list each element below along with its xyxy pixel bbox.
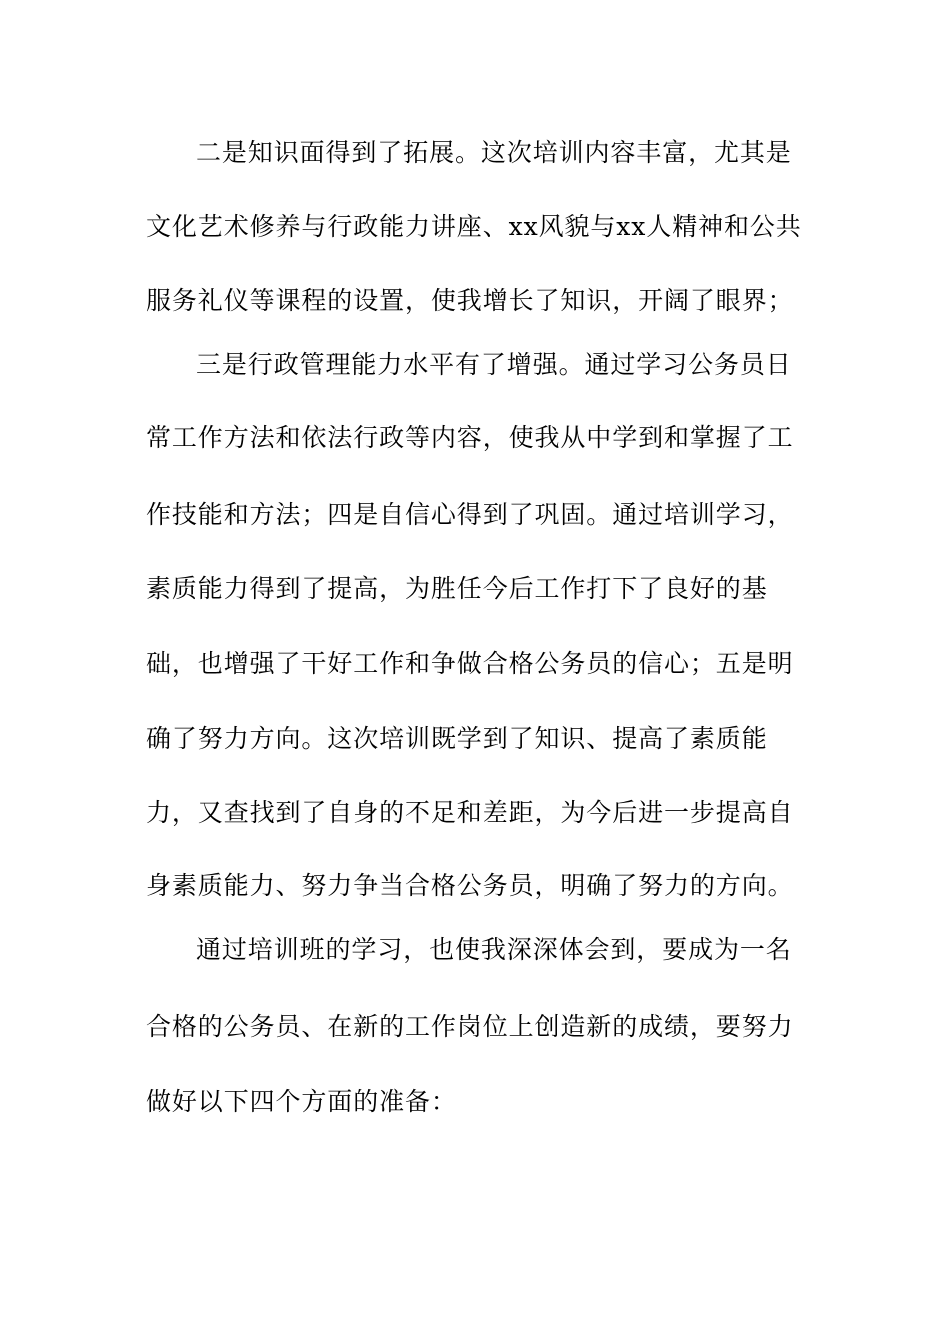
text-line: 二是知识面得到了拓展。这次培训内容丰富，尤其是: [196, 138, 792, 167]
text-line: 服务礼仪等课程的设置，使我增长了知识，开阔了眼界；: [146, 286, 794, 315]
text-line: 通过培训班的学习，也使我深深体会到，要成为一名: [196, 935, 792, 964]
text-line: 常工作方法和依法行政等内容，使我从中学到和掌握了工: [146, 423, 794, 452]
text-line: 确了努力方向。这次培训既学到了知识、提高了素质能: [146, 724, 768, 753]
text-line: 三是行政管理能力水平有了增强。通过学习公务员日: [196, 350, 792, 379]
text-line: 文化艺术修养与行政能力讲座、xx风貌与xx人精神和公共: [146, 212, 802, 241]
text-line: 力，又查找到了自身的不足和差距，为今后进一步提高自: [146, 798, 794, 827]
text-line: 素质能力得到了提高，为胜任今后工作打下了良好的基: [146, 574, 768, 603]
text-line: 身素质能力、努力争当合格公务员，明确了努力的方向。: [146, 871, 794, 900]
text-line: 作技能和方法；四是自信心得到了巩固。通过培训学习，: [146, 500, 794, 529]
text-line: 合格的公务员、在新的工作岗位上创造新的成绩，要努力: [146, 1012, 794, 1041]
text-line: 做好以下四个方面的准备：: [146, 1087, 457, 1116]
text-line: 础，也增强了干好工作和争做合格公务员的信心；五是明: [146, 649, 794, 678]
